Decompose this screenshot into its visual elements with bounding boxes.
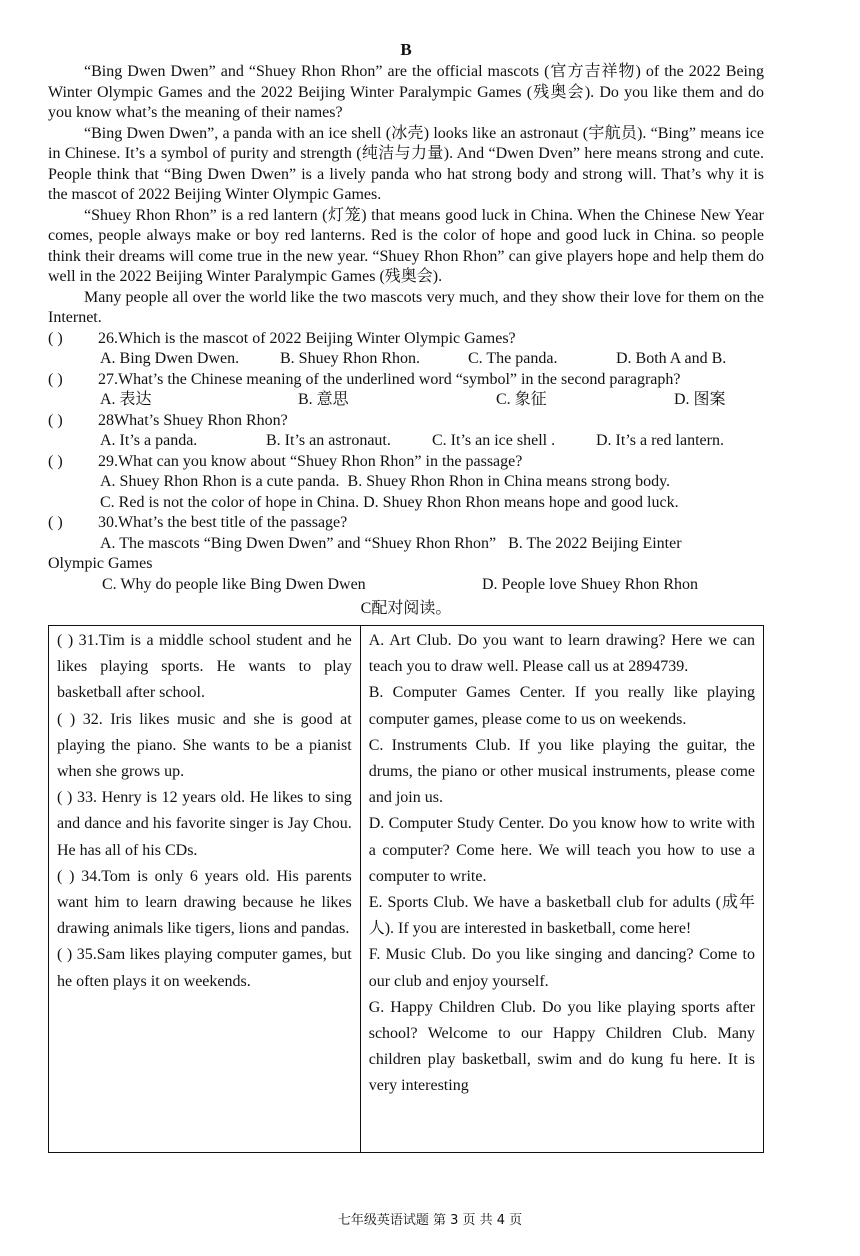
- question-stem: 28What’s Shuey Rhon Rhon?: [98, 411, 288, 429]
- option-line: A. The mascots “Bing Dwen Dwen” and “Shuey Rhon Rhon” B. The 2022 Beijing Einter: [100, 534, 682, 552]
- option-a: A. 表达: [100, 391, 152, 408]
- match-item-32: ( ) 32. Iris likes music and she is good at playing the piano. She wants to be a pianist when she grows up.: [57, 710, 352, 781]
- question-28: [48, 411, 764, 432]
- question-28-options: [48, 431, 764, 452]
- club-option-e: E. Sports Club. We have a basketball club for adults (成年人). If you are interested in basketball, come here!: [368, 894, 755, 938]
- clubs-column: [360, 626, 763, 1153]
- option-line: C. Red is not the color of hope in China. D. Shuey Rhon Rhon means hope and good luck.: [100, 493, 679, 511]
- option-c: C. The panda.: [468, 350, 558, 367]
- match-item-33: ( ) 33. Henry is 12 years old. He likes to sing and dance and his favorite singer is Jay Chou. He has all of his CDs.: [57, 789, 352, 859]
- option-line: A. Shuey Rhon Rhon is a cute panda. B. Shuey Rhon Rhon in China means strong body.: [100, 473, 671, 490]
- club-option-f: F. Music Club. Do you like singing and dancing? Come to our club and enjoy yourself.: [368, 946, 755, 990]
- answer-blank[interactable]: ( ): [48, 514, 63, 531]
- question-27-options: [48, 390, 764, 411]
- answer-blank[interactable]: ( ): [48, 411, 63, 429]
- option-c: C. 象征: [496, 391, 547, 408]
- match-item-35: ( ) 35.Sam likes playing computer games, but he often plays it on weekends.: [57, 946, 352, 990]
- option-d: D. People love Shuey Rhon Rhon: [482, 575, 698, 593]
- club-option-g: G. Happy Children Club. Do you like playing sports after school? Welcome to our Happy Children Club. Many children play basketball, swim and do kung fu here. It is very interesting: [368, 998, 755, 1095]
- passage-paragraph-4: Many people all over the world like the two mascots very much, and they show their love for them on the Internet.: [48, 288, 764, 326]
- option-d: D. 图案: [674, 391, 726, 408]
- question-30-options-line-2: [48, 575, 764, 596]
- option-c: C. It’s an ice shell .: [432, 432, 556, 449]
- club-option-d: D. Computer Study Center. Do you know how to write with a computer? Come here. We will teach you how to use a computer to write.: [368, 815, 755, 885]
- passage-paragraph-3: “Shuey Rhon Rhon” is a red lantern (灯笼) that means good luck in China. When the Chinese New Year comes, people always make or boy red lanterns. Red is the color of hope and good luck in China. so people think their dreams will come true in the new year. “Shuey Rhon Rhon” can give players hope and help them do well in the 2022 Beijing Winter Paralympic Games (残奥会).: [48, 206, 764, 285]
- option-d: D. It’s a red lantern.: [596, 432, 724, 449]
- question-stem: 26.Which is the mascot of 2022 Beijing Winter Olympic Games?: [98, 329, 516, 347]
- option-a: A. It’s a panda.: [100, 432, 198, 449]
- option-b: B. It’s an astronaut.: [266, 432, 391, 449]
- section-c-label: C配对阅读。: [360, 600, 452, 617]
- matching-table: [48, 625, 764, 1153]
- people-column: [49, 626, 361, 1153]
- option-b: B. 意思: [298, 391, 349, 408]
- option-c: C. Why do people like Bing Dwen Dwen: [102, 575, 366, 593]
- option-a: A. Bing Dwen Dwen.: [100, 350, 240, 367]
- question-27: [48, 370, 764, 391]
- match-item-31: ( ) 31.Tim is a middle school student and he likes playing sports. He wants to play basketball after school.: [57, 632, 352, 702]
- match-item-34: ( ) 34.Tom is only 6 years old. His parents want him to learn drawing because he likes drawing animals like tigers, lions and pandas.: [57, 867, 352, 938]
- club-option-a: A. Art Club. Do you want to learn drawing? Here we can teach you to draw well. Please call us at 2894739.: [368, 632, 755, 676]
- question-stem: 29.What can you know about “Shuey Rhon Rhon” in the passage?: [98, 452, 523, 470]
- question-26-options: [48, 349, 764, 370]
- question-stem: 27.What’s the Chinese meaning of the underlined word “symbol” in the second paragraph?: [98, 370, 681, 388]
- club-option-c: C. Instruments Club. If you like playing the guitar, the drums, the piano or other musical instruments, please come and join us.: [368, 736, 755, 807]
- page-footer: 七年级英语试题 第 3 页 共 4 页: [337, 1213, 523, 1228]
- answer-blank[interactable]: ( ): [48, 370, 63, 388]
- question-29: [48, 452, 764, 473]
- option-b: B. Shuey Rhon Rhon.: [280, 350, 421, 367]
- question-30: [48, 513, 764, 534]
- passage-paragraph-2: “Bing Dwen Dwen”, a panda with an ice shell (冰壳) looks like an astronaut (宇航员). “Bing” means ice in Chinese. It’s a symbol of purity and strength (纯洁与力量). And “Dwen Dven” here means strong and cute. People think that “Bing Dwen Dwen” is a lively panda who hat strong body and strong will. That’s why it is the mascot of 2022 Beijing Winter Olympic Games.: [48, 124, 764, 203]
- question-30-options-line-1-cont: Olympic Games: [48, 555, 153, 572]
- club-option-b: B. Computer Games Center. If you really like playing computer games, please come to us on weekends.: [368, 684, 755, 728]
- answer-blank[interactable]: ( ): [48, 329, 63, 347]
- question-29-options-line-1: [48, 472, 764, 493]
- question-30-options-line-1: [48, 534, 764, 555]
- question-29-options-line-2: [48, 493, 764, 514]
- section-b-label: B: [400, 40, 412, 59]
- question-26: [48, 329, 764, 350]
- passage-paragraph-1: “Bing Dwen Dwen” and “Shuey Rhon Rhon” are the official mascots (官方吉祥物) of the 2022 Being Winter Olympic Games and the 2022 Beijing Winter Paralympic Games (残奥会). Do you like them and do you know what’s the meaning of their names?: [48, 63, 764, 121]
- question-stem: 30.What’s the best title of the passage?: [98, 514, 348, 531]
- exam-page: [48, 40, 764, 1153]
- option-d: D. Both A and B.: [616, 350, 727, 367]
- answer-blank[interactable]: ( ): [48, 452, 63, 470]
